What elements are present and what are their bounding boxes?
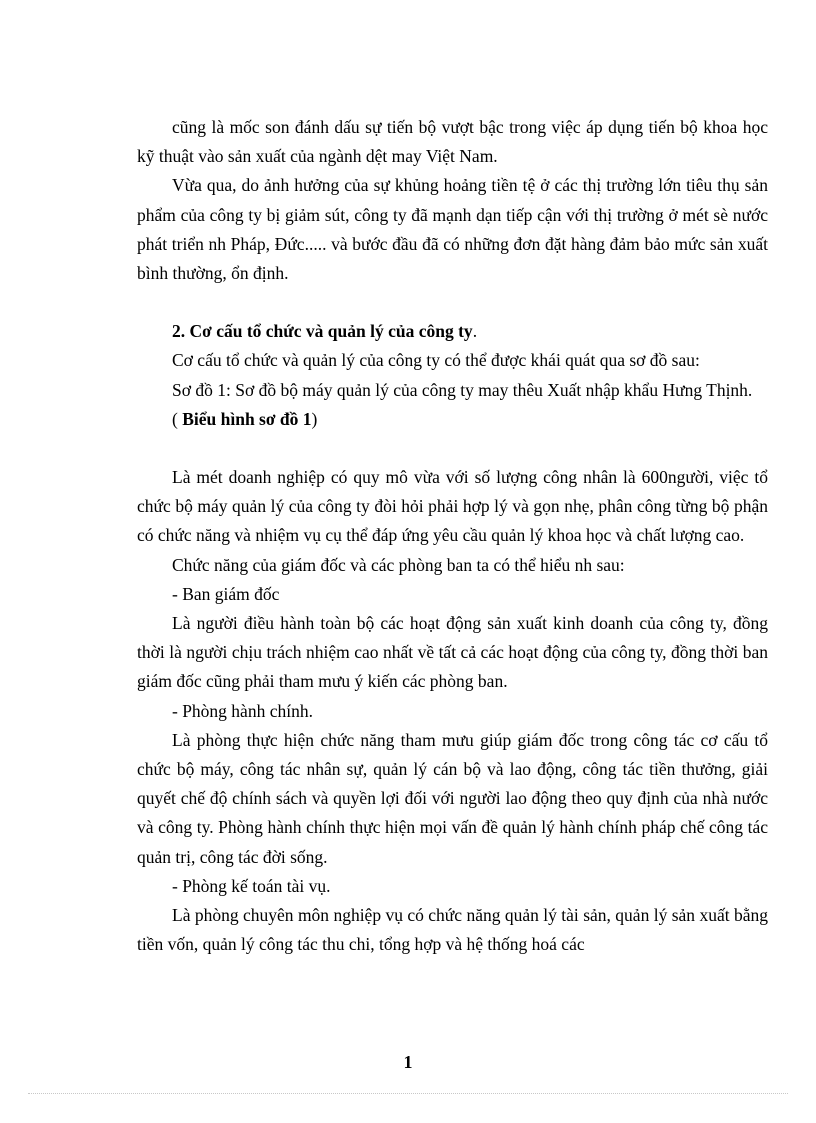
paragraph-milestone: cũng là mốc son đánh dấu sự tiến bộ vượt bậc trong việc áp dụng tiến bộ khoa học kỹ thuật vào sản xuất của ngành dệt may Việt Nam. [137, 117, 768, 167]
paragraph-structure-intro: Cơ cấu tổ chức và quản lý của công ty có thể được khái quát qua sơ đồ sau: [172, 350, 700, 371]
paragraph-diagram-caption: Sơ đồ 1: Sơ đồ bộ máy quản lý của công ty may thêu Xuất nhập khẩu Hưng Thịnh. [172, 379, 753, 400]
figure-reference-close: ) [311, 408, 318, 429]
section-heading-text: 2. Cơ cấu tổ chức và quản lý của công ty [172, 321, 473, 342]
section-heading-punct: . [472, 321, 478, 342]
document-body [137, 113, 768, 959]
paragraph-board: Là người điều hành toàn bộ các hoạt động sản xuất kinh doanh của công ty, đồng thời là người chịu trách nhiệm cao nhất về tất cả các hoạt động của công ty, đồng thời ban giám đốc cũng phải tham mưu ý kiến các phòng ban. [137, 613, 768, 692]
figure-reference-label: Biểu hình sơ đồ 1 [182, 408, 312, 429]
paragraph-functions-intro: Chức năng của giám đốc và các phòng ban ta có thể hiểu nh sau: [172, 554, 625, 575]
subheading-accounting: - Phòng kế toán tài vụ. [172, 875, 331, 896]
footer-divider [28, 1093, 788, 1094]
figure-reference [137, 405, 768, 434]
page-number: 1 [403, 1052, 413, 1072]
paragraph-admin: Là phòng thực hiện chức năng tham mưu giúp giám đốc trong công tác cơ cấu tổ chức bộ máy, công tác nhân sự, quản lý cán bộ và lao động, công tác tiền thưởng, giải quyết chế độ chính sách và quyền lợi đối với người lao động theo quy định của nhà nước và công ty. Phòng hành chính thực hiện mọi vấn đề quản lý hành chính pháp chế công tác quản trị, công tác đời sống. [137, 729, 768, 867]
paragraph-company-size: Là mét doanh nghiệp có quy mô vừa với số lượng công nhân là 600người, việc tổ chức bộ máy quản lý của công ty đòi hỏi phải hợp lý và gọn nhẹ, phân công từng bộ phận có chức năng và nhiệm vụ cụ thể đáp ứng yêu cầu quản lý khoa học và chất lượng cao. [137, 467, 768, 546]
subheading-board: - Ban giám đốc [172, 583, 280, 604]
subheading-admin: - Phòng hành chính. [172, 700, 313, 721]
paragraph-accounting: Là phòng chuyên môn nghiệp vụ có chức năng quản lý tài sản, quản lý sản xuất bằng tiền vốn, quản lý công tác thu chi, tổng hợp và hệ thống hoá các [137, 905, 768, 955]
section-heading [137, 317, 768, 346]
figure-reference-open: ( [172, 408, 183, 429]
paragraph-market: Vừa qua, do ảnh hưởng của sự khủng hoảng tiền tệ ở các thị trường lớn tiêu thụ sản phẩm của công ty bị giảm sút, công ty đã mạnh dạn tiếp cận với thị trường ở mét sè nước phát triển nh Pháp, Đức..... và bước đầu đã có những đơn đặt hàng đảm bảo mức sản xuất bình thường, ổn định. [137, 175, 768, 284]
